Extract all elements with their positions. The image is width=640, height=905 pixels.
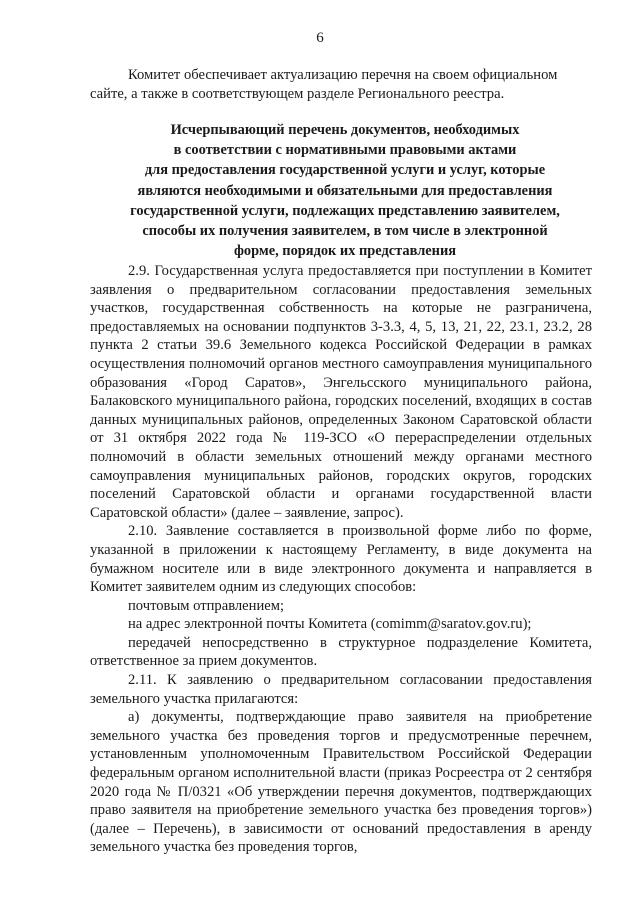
item-a: а) документы, подтверждающие право заявителя на приобретение земельного участка без проведения торгов и предусмотренные перечнем, установленным уполномоченным Правительством Российской Федерации федеральным органом исполнительной власти (приказ Росреестра от 2 сентября 2020 года № П/0321 «Об утверждении перечня документов, подтверждающих право заявителя на приобретение земельного участка без проведения торгов») (далее – Перечень), в зависимости от оснований предоставления в аренду земельного участка без проведения торгов, bbox=[90, 709, 592, 856]
intro-paragraph bbox=[90, 66, 592, 103]
method-post: почтовым отправлением; bbox=[128, 597, 285, 614]
heading-line: для предоставления государственной услуги и услуг, которые bbox=[144, 162, 546, 179]
body-text bbox=[90, 262, 592, 857]
paragraph-2-10: 2.10. Заявление составляется в произвольной форме либо по форме, указанной в приложении к настоящему Регламенту, в виде документа на бумажном носителе или в виде электронного документа и направляется в Комитет заявителем одним из следующих способов: bbox=[90, 523, 592, 596]
method-email: на адрес электронной почты Комитета (comimm@saratov.gov.ru); bbox=[128, 616, 532, 633]
heading-line: форме, порядок их представления bbox=[233, 243, 457, 260]
intro-line-1: Комитет обеспечивает актуализацию перечня на своем официальном bbox=[128, 67, 558, 83]
page-number: 6 bbox=[316, 30, 324, 46]
heading-line: Исчерпывающий перечень документов, необходимых bbox=[170, 122, 520, 138]
heading-line: являются необходимыми и обязательными для предоставления bbox=[137, 182, 553, 199]
intro-line-2: сайте, а также в соответствующем разделе Регионального реестра. bbox=[90, 85, 505, 102]
section-heading bbox=[110, 120, 580, 261]
heading-line: в соответствии с нормативными правовыми актами bbox=[173, 142, 517, 159]
method-direct: передачей непосредственно в структурное подразделение Комитета, ответственное за прием документов. bbox=[90, 634, 592, 670]
paragraph-2-11: 2.11. К заявлению о предварительном согласовании предоставления земельного участка прилагаются: bbox=[90, 672, 592, 707]
heading-line: способы их получения заявителем, в том числе в электронной bbox=[142, 223, 548, 240]
paragraph-2-9: 2.9. Государственная услуга предоставляется при поступлении в Комитет заявления о предварительном согласовании предоставления земельных участков, государственная собственность на которые не разграничена, предоставляемых на основании подпунктов 3-3.3, 4, 5, 13, 21, 22, 23.1, 23.2, 28 пункта 2 статьи 39.6 Земельного кодекса Российской Федерации в рамках осуществления полномочий органов местного самоуправления муниципального образования «Город Саратов», Энгельсского муниципального района, Балаковского муниципального района, городских поселений, входящих в состав данных муниципальных районов, определенных Законом Саратовской области от 31 октября 2022 года № 119-ЗСО «О перераспределении отдельных полномочий в области земельных отношений между органами местного самоуправления муниципальных районов, городских округов, городских поселений Саратовской области и органами государственной власти Саратовской области» (далее – заявление, запрос). bbox=[90, 263, 592, 521]
heading-line: государственной услуги, подлежащих представлению заявителем, bbox=[130, 202, 560, 219]
